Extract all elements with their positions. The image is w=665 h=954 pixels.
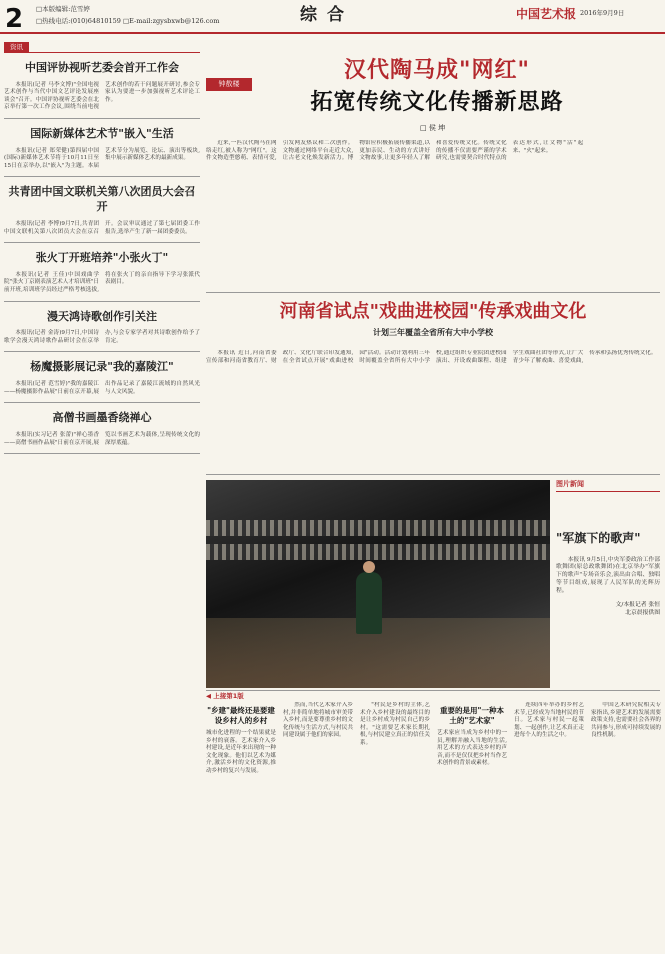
photo-caption: 本报讯 9月5日,中央军委政治工作部歌舞团(原总政歌舞团)在北京举办"军旗下的歌声"专场音乐会,演出由合唱、独唱等节目组成,展现了人民军队的光辉历程。 bbox=[556, 556, 660, 594]
column-tag: 钟敖楼 bbox=[206, 78, 252, 91]
page-number: 2 bbox=[5, 4, 24, 34]
second-headline: 河南省试点"戏曲进校园"传承戏曲文化 bbox=[279, 301, 587, 322]
continued-paragraph: 艺术家应当成为乡村中的一员,理解并融入当地的生活,用艺术的方式表达乡村的声音,而不是仅仅把乡村当作艺术创作的背景或素材。 bbox=[437, 730, 507, 767]
continued-label: ◀ 上接第1版 bbox=[206, 692, 244, 700]
conductor-figure bbox=[356, 572, 382, 634]
brief-title: 高僧书画墨香绕禅心 bbox=[52, 411, 152, 425]
continued-paragraph: 中国艺术研究院相关专家指出,乡建艺术的发展需要政策支持,也需要社会各界的共同参与,形成可持续发展的良性机制。 bbox=[591, 702, 661, 739]
contact-line bbox=[36, 17, 219, 26]
divider bbox=[206, 690, 660, 691]
lead-body: 近来,一匹汉代陶马在网络走红,被人称为"网红"。这件文物造型憨萌、表情可爱,引发网友热议和二次创作。文物通过网络平台走近大众,让古老文化焕发新活力。博物馆应积极拓展传播渠道,以更加亲民、生动的方式讲好文物故事,让更多年轻人了解和喜爱传统文化。传统文化的传播不仅需要严谨的学术研究,也需要契合时代特点的表达形式,让文物"活"起来、"火"起来。 bbox=[206, 140, 584, 162]
photo-news-tag: 图片新闻 bbox=[556, 480, 660, 492]
brief-title: 漫天鸿诗歌创作引关注 bbox=[47, 309, 157, 323]
continued-paragraph: 连续四年举办的乡村艺术节,已经成为当地村民的节日。艺术家与村民一起策划、一起创作,让艺术真正走进每个人的生活之中。 bbox=[514, 702, 584, 739]
brief-title: 中国评协视听艺委会首开工作会 bbox=[25, 60, 179, 74]
brief-body: 本报讯(记者 马李文博)"全国电视艺术创作与当代中国文艺评论发展座谈会"召开。中国评协视听艺委会在北京举行第一次工作会议,围绕当前电视艺术创作的若干问题展开研讨,参会专家认为要进一步加强视听艺术评论工作。 bbox=[4, 81, 200, 111]
photo-news bbox=[556, 480, 660, 617]
brief-title: 共青团中国文联机关第八次团员大会召开 bbox=[8, 185, 196, 214]
brief-item bbox=[4, 251, 200, 301]
editor-info bbox=[36, 5, 219, 29]
email: □E-mail:zgysbxwb@126.com bbox=[122, 16, 220, 25]
divider bbox=[206, 292, 660, 293]
brief-title: 张火丁开班培养"小张火丁" bbox=[35, 251, 169, 265]
lead-headline-line2: 拓宽传统文化传播新思路 bbox=[310, 90, 564, 115]
brief-item bbox=[4, 360, 200, 403]
divider bbox=[206, 474, 660, 475]
brief-title: 国际新媒体艺术节"嵌入"生活 bbox=[30, 126, 174, 140]
brief-item bbox=[4, 61, 200, 119]
continued-article bbox=[206, 702, 660, 950]
photo-caption-title: "军旗下的歌声" bbox=[556, 531, 641, 546]
brief-body: 本报讯(记者 金涛)9月7日,中国诗歌学会漫天鸿诗歌作品研讨会在京举办,与会专家学者对其诗歌创作给予了肯定。 bbox=[4, 330, 200, 344]
section-title: 综合 bbox=[300, 5, 354, 25]
lead-headline-line1: 汉代陶马成"网红" bbox=[344, 58, 530, 83]
brief-item bbox=[4, 411, 200, 454]
continued-subhead: "乡建"最终还是要建设乡村人的乡村 bbox=[207, 706, 275, 726]
editor-line: □本版编辑:范雪婷 bbox=[36, 5, 90, 13]
continued-paragraph: 然而,当代艺术家介入乡村,并非简单地将城市审美带入乡村,而是要尊重乡村的文化传统与生活方式,与村民共同建设属于他们的家园。 bbox=[283, 702, 353, 739]
paper-logo: 中国艺术报 bbox=[516, 7, 577, 21]
brief-item bbox=[4, 185, 200, 243]
brief-item bbox=[4, 310, 200, 353]
news-tag: 资讯 bbox=[4, 42, 29, 53]
paper-date: 2016年9月9日 bbox=[580, 9, 625, 17]
brief-body: 本报讯(记者 王佳)中国戏曲学院"张火丁京剧表演艺术人才培训班"日前开班,培训班学员经过严格考核选拔,将在张火丁的亲自指导下学习张派代表剧目。 bbox=[4, 271, 200, 293]
brief-body: 本报讯(记者 李博)9月7日,共青团中国文联机关第八次团员大会在京召开。会议审议通过了第七届团委工作报告,选举产生了新一届团委委员。 bbox=[4, 220, 200, 235]
masthead bbox=[0, 0, 665, 34]
continued-paragraph: 城市化进程的一个结果就是乡村的衰落。艺术家介入乡村建设,是近年来出现的一种文化现象。他们以艺术为媒介,激活乡村的文化资源,推动乡村的复兴与发展。 bbox=[206, 730, 276, 774]
second-body: 本报讯 近日,河南省委宣传部和河南省教育厅、财政厅、文化厅联合印发通知,在全省试点开展"戏曲进校园"活动。活动计划利用三年时间覆盖全省所有大中小学校,通过组织专业院团进校园演出、开设戏曲课程、组建学生戏曲社团等形式,让广大青少年了解戏曲、喜爱戏曲,传承和弘扬优秀传统文化。 bbox=[206, 350, 657, 364]
brief-item bbox=[4, 127, 200, 177]
brief-title: 杨魔摄影展记录"我的嘉陵江" bbox=[30, 360, 174, 374]
phone: □热线电话:(010)64810159 bbox=[36, 16, 121, 25]
second-subheadline: 计划三年覆盖全省所有大中小学校 bbox=[373, 328, 493, 337]
continued-paragraph: "村民是乡村的主体,艺术介入乡村建设的最终目的是让乡村成为村民自己的乡村。"这需要艺术家长期扎根,与村民建立真正的信任关系。 bbox=[360, 702, 430, 746]
continued-subhead: 重要的是用"一种本土的"艺术家" bbox=[440, 706, 504, 726]
brief-body: 本报讯(记者 范雪婷)"我的嘉陵江——杨魔摄影作品展"日前在京开幕,展出作品记录了嘉陵江流域的自然风光与人文风貌。 bbox=[4, 381, 200, 395]
concert-photo bbox=[206, 480, 550, 688]
lead-byline: □ 侯 坤 bbox=[420, 124, 446, 132]
photo-credit: 文/本报记者 张恒 北京晨报供图 bbox=[615, 601, 660, 616]
brief-body: 本报讯(记者 郑荣健)第四届中国(国际)新媒体艺术节将于10月11日至15日在京举办,以"嵌入"为主题。本届艺术节分为展览、论坛、演出等板块,集中展示新媒体艺术的最新成果。 bbox=[4, 147, 200, 169]
left-news-column bbox=[4, 42, 200, 454]
brief-body: 本报讯(实习记者 张蕾)"禅心墨香——高僧书画作品展"日前在京开展,展览以书画艺术为载体,呈现传统文化的深厚底蕴。 bbox=[4, 432, 200, 446]
